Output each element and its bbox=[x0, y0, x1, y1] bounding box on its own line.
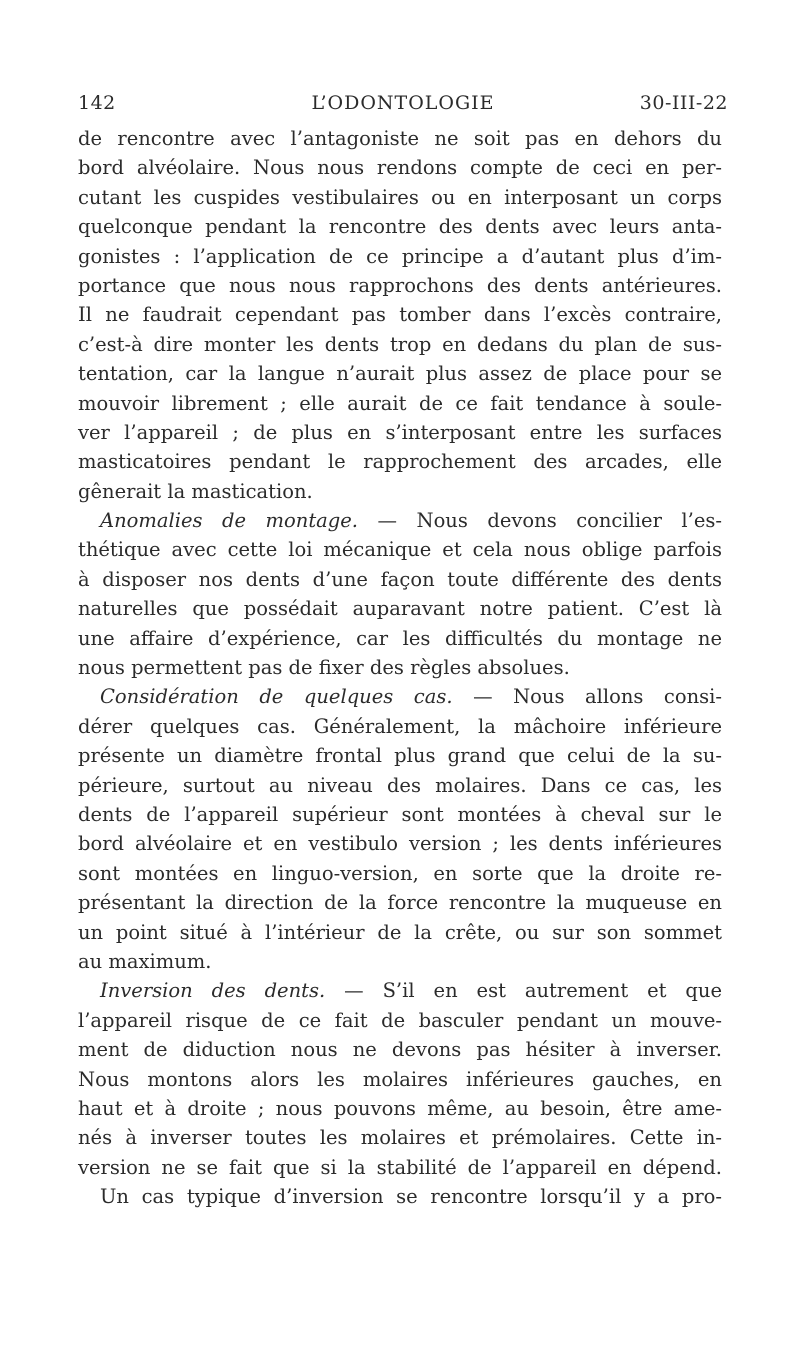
body-text bbox=[78, 124, 722, 1211]
text-line: thétique avec cette loi mécanique et cela nous oblige parfois bbox=[78, 538, 722, 562]
journal-title: L’ODONTOLOGIE bbox=[311, 92, 495, 114]
text-line: bord alvéolaire. Nous nous rendons compte de ceci en per- bbox=[78, 156, 722, 180]
issue-date: 30-III-22 bbox=[639, 92, 728, 114]
text-line: de rencontre avec l’antagoniste ne soit pas en dehors du bbox=[78, 127, 722, 150]
page-number: 142 bbox=[78, 92, 116, 114]
text-line: masticatoires pendant le rapprochement des arcades, elle bbox=[78, 450, 722, 474]
text-line: à disposer nos dents d’une façon toute différente des dents bbox=[78, 567, 722, 591]
text-line: ment de diduction nous ne devons pas hésiter à inverser. bbox=[78, 1038, 722, 1062]
text-line: nés à inverser toutes les molaires et prémolaires. Cette in- bbox=[78, 1126, 722, 1150]
text-line: Il ne faudrait cependant pas tomber dans l’excès contraire, bbox=[78, 303, 722, 327]
text-line: tentation, car la langue n’aurait plus assez de place pour se bbox=[78, 362, 722, 386]
text-line: au maximum. bbox=[78, 949, 212, 973]
text-line: portance que nous nous rapprochons des dents antérieures. bbox=[78, 273, 722, 297]
text-line: bord alvéolaire et en vestibulo version ; les dents inférieures bbox=[78, 832, 722, 856]
text-line: naturelles que possédait auparavant notre patient. C’est là bbox=[78, 597, 722, 621]
section-first-line: Anomalies de montage. — Nous devons concilier l’es- bbox=[100, 509, 722, 533]
section-heading-consideration: Considération de quelques cas. bbox=[100, 685, 453, 709]
section-first-line: Inversion des dents. — S’il en est autrement et que bbox=[100, 979, 722, 1003]
text-line: dents de l’appareil supérieur sont montées à cheval sur le bbox=[78, 802, 722, 826]
text-line: présentant la direction de la force rencontre la muqueuse en bbox=[78, 891, 722, 915]
text-line: une affaire d’expérience, car les difficultés du montage ne bbox=[78, 626, 722, 650]
running-header bbox=[78, 92, 728, 116]
text-line: l’appareil risque de ce fait de basculer pendant un mouve- bbox=[78, 1008, 722, 1032]
paragraph-first-line: Un cas typique d’inversion se rencontre lorsqu’il y a pro- bbox=[100, 1185, 722, 1209]
text-line: présente un diamètre frontal plus grand que celui de la su- bbox=[78, 744, 722, 768]
text-line: gonistes : l’application de ce principe a d’autant plus d’im- bbox=[78, 244, 722, 268]
text-line: cutant les cuspides vestibulaires ou en interposant un corps bbox=[78, 185, 722, 209]
section-heading-anomalies: Anomalies de montage. bbox=[100, 509, 359, 533]
text-line: sont montées en linguo-version, en sorte que la droite re- bbox=[78, 861, 722, 885]
text-line: haut et à droite ; nous pouvons même, au besoin, être ame- bbox=[78, 1096, 722, 1120]
text-line: dérer quelques cas. Généralement, la mâchoire inférieure bbox=[78, 714, 722, 738]
text-line: un point situé à l’intérieur de la crête, ou sur son sommet bbox=[78, 920, 722, 944]
text-line: nous permettent pas de fixer des règles absolues. bbox=[78, 656, 570, 680]
text-line: version ne se fait que si la stabilité de l’appareil en dépend. bbox=[78, 1155, 722, 1179]
text-line: périeure, surtout au niveau des molaires. Dans ce cas, les bbox=[78, 773, 722, 797]
text-line: gênerait la mastication. bbox=[78, 479, 313, 503]
text-line: ver l’appareil ; de plus en s’interposant entre les surfaces bbox=[78, 420, 722, 444]
section-first-line: Considération de quelques cas. — Nous allons consi- bbox=[100, 685, 722, 709]
section-heading-inversion: Inversion des dents. bbox=[100, 979, 326, 1003]
text-line: Nous montons alors les molaires inférieures gauches, en bbox=[78, 1067, 722, 1091]
text-line: quelconque pendant la rencontre des dents avec leurs anta- bbox=[78, 215, 722, 239]
text-line: c’est-à dire monter les dents trop en dedans du plan de sus- bbox=[78, 332, 722, 356]
text-line: mouvoir librement ; elle aurait de ce fait tendance à soule- bbox=[78, 391, 722, 415]
